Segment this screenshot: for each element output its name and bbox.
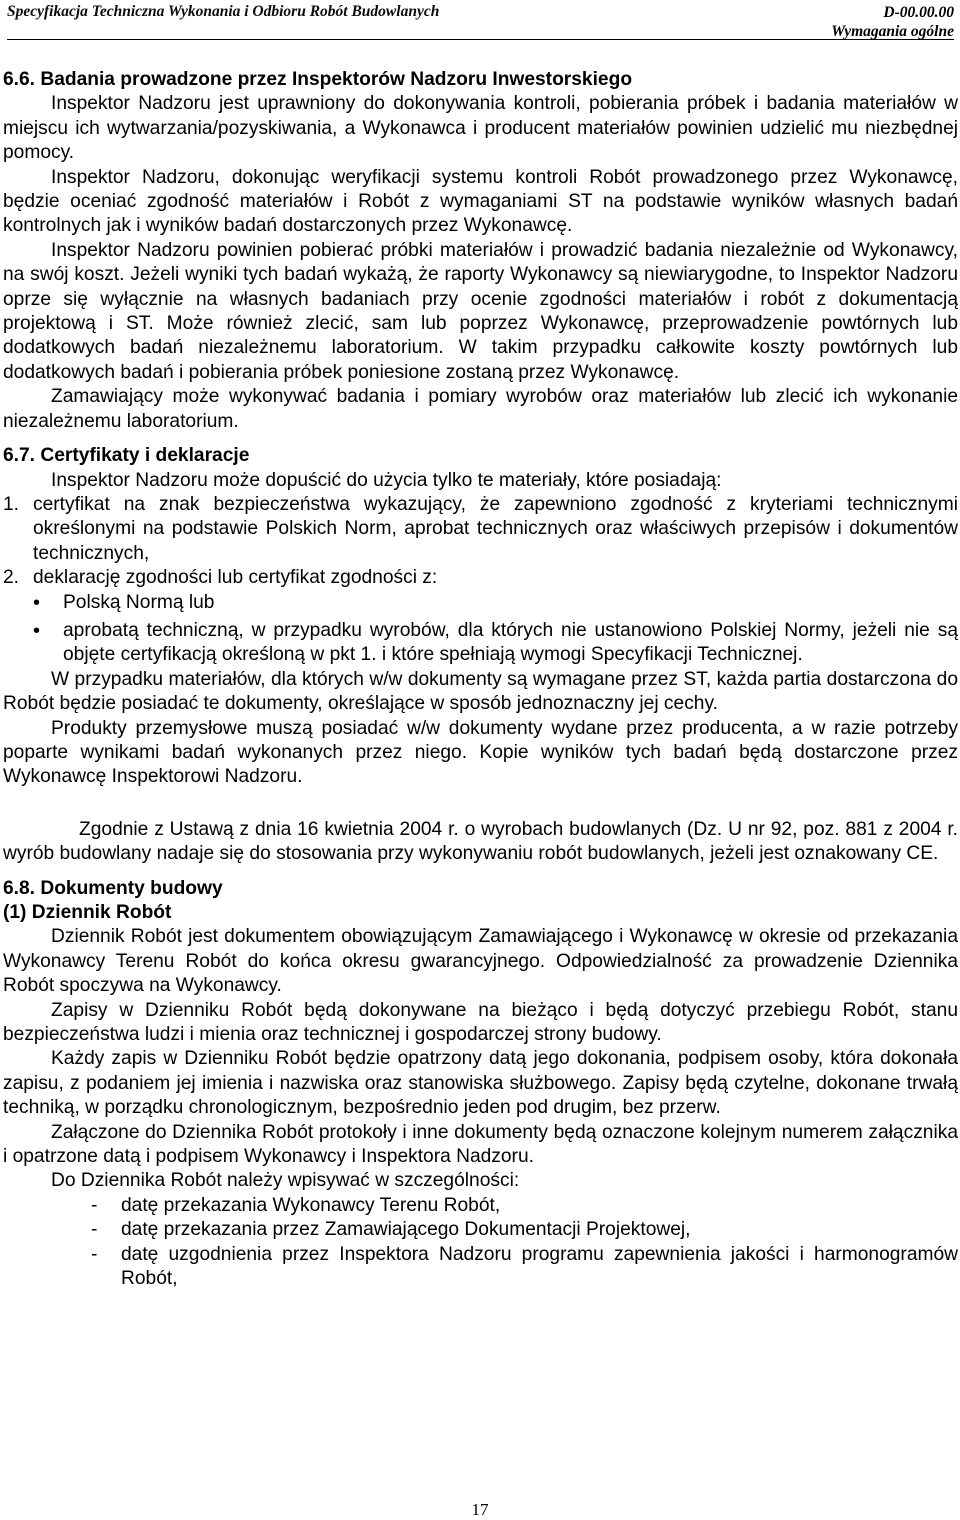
s67-intro: Inspektor Nadzoru może dopuścić do użycia tylko te materiały, które posiadają: [51,469,722,491]
s68-paragraph-2: Zapisy w Dzienniku Robót będą dokonywane na bieżąco i będą dotyczyć przebiegu Robót, stanu bezpieczeństwa ludzi i mienia oraz technicznej i gospodarczej strony budowy. [3,999,958,1046]
s66-paragraph-4: Zamawiający może wykonywać badania i pomiary wyrobów oraz materiałów lub zlecić ich wykonanie niezależnemu laboratorium. [3,386,958,432]
dash-marker: - [91,1219,98,1241]
bullet-item [33,591,958,615]
dash-text: datę uzgodnienia przez Inspektora Nadzoru programu zapewnienia jakości i harmonogramów Robót, [121,1243,958,1290]
s68-paragraph-5: Do Dziennika Robót należy wpisywać w szczególności: [51,1170,520,1192]
header-right [831,3,954,41]
section-6-7-title: 6.7. Certyfikaty i deklaracje [3,445,250,467]
dash-text: datę przekazania przez Zamawiającego Dokumentacji Projektowej, [121,1219,691,1241]
document-body [3,68,958,1292]
dash-item [91,1218,958,1242]
header-code: D-00.00.00 [883,4,954,21]
dash-text: datę przekazania Wykonawcy Terenu Robót, [121,1194,501,1216]
section-6-8-subtitle: (1) Dziennik Robót [3,902,172,923]
s68-paragraph-3: Każdy zapis w Dzienniku Robót będzie opatrzony datą jego dokonania, podpisem osoby, która dokonała zapisu, z podaniem jej imienia i nazwiska oraz stanowiska służbowego. Zapisy będą czytelne, dokonane trwałą techniką, w porządku chronologicznym, bezpośrednio jeden pod drugim, bez przerw. [3,1048,958,1119]
s67-paragraph-5: W przypadku materiałów, dla których w/w dokumenty są wymagane przez ST, każda partia dostarczona do Robót będzie posiadać te dokumenty, określające w sposób jednoznaczny jej cechy. [3,668,958,715]
bullet-text: aprobatą techniczną, w przypadku wyrobów, dla których nie ustanowiono Polskiej Normy, jeżeli nie są objęte certyfikacją określoną w pkt 1. i które spełniają wymogi Specyfikacji Technicznej. [63,619,958,666]
list-number: 2. [3,567,20,589]
s67-paragraph-7: Zgodnie z Ustawą z dnia 16 kwietnia 2004 r. o wyrobach budowlanych (Dz. U nr 92, poz. 881 z 2004 r. wyrób budowlany nadaje się do stosowania przy wykonywaniu robót budowlanych, jeżeli jest oznakowany CE. [3,818,958,865]
dash-item [91,1194,958,1218]
header-document-title: Specyfikacja Techniczna Wykonania i Odbioru Robót Budowlanych [7,3,440,20]
bullet-icon: • [33,591,41,614]
section-6-6-title: 6.6. Badania prowadzone przez Inspektorów Nadzoru Inwestorskiego [3,69,633,90]
s66-paragraph-2: Inspektor Nadzoru, dokonując weryfikacji systemu kontroli Robót prowadzonego przez Wykonawcę, będzie oceniać zgodność materiałów i Robót z wymaganiami ST na podstawie wyników własnych badań kontrolnych jak i wyników badań dostarczonych przez Wykonawcę. [3,166,958,237]
s68-paragraph-1: Dziennik Robót jest dokumentem obowiązującym Zamawiającego i Wykonawcę w okresie od przekazania Wykonawcy Terenu Robót do końca okresu gwarancyjnego. Odpowiedzialność za prowadzenie Dziennika Robót spoczywa na Wykonawcy. [3,926,958,997]
dash-marker: - [91,1194,98,1216]
list-number: 1. [3,493,20,515]
dash-item [91,1243,958,1292]
bullet-text: Polską Normą lub [63,591,215,613]
list-item [3,566,958,590]
s66-paragraph-1: Inspektor Nadzoru jest uprawniony do dokonywania kontroli, pobierania próbek i badania materiałów w miejscu ich wytwarzania/pozyskiwania, a Wykonawca i producent materiałów powinien udzielić mu niezbędnej pomocy. [3,93,958,164]
list-item-text: deklarację zgodności lub certyfikat zgodności z: [33,567,438,589]
bullet-icon: • [33,619,41,642]
dash-marker: - [91,1243,98,1265]
bullet-item [33,619,958,668]
s66-paragraph-3: Inspektor Nadzoru powinien pobierać próbki materiałów i prowadzić badania niezależnie od Wykonawcy, na swój koszt. Jeżeli wyniki tych badań wykażą, że raporty Wykonawcy są niewiarygodne, to Inspektor Nadzoru oprze się wyłącznie na własnych badaniach przy ocenie zgodności materiałów i robót z dokumentacją projektową i ST. Może również zlecić, sam lub poprzez Wykonawcę, przeprowadzenie powtórnych lub dodatkowych badań niezależnemu laboratorium. W takim przypadku całkowite koszty powtórnych lub dodatkowych badań i pobierania próbek poniesione zostaną przez Wykonawcę. [3,239,958,383]
header-subtitle: Wymagania ogólne [831,23,954,40]
section-6-8-title: 6.8. Dokumenty budowy [3,877,223,899]
page-number: 17 [471,1500,489,1519]
page-header [7,3,954,40]
list-item [3,493,958,566]
s67-paragraph-6: Produkty przemysłowe muszą posiadać w/w dokumenty wydane przez producenta, a w razie potrzeby poparte wynikami badań wykonanych przez niego. Kopie wyników tych badań będą dostarczone przez Wykonawcę Inspektorowi Nadzoru. [3,717,958,788]
list-item-text: certyfikat na znak bezpieczeństwa wykazujący, że zapewniono zgodność z kryteriami technicznymi określonymi na podstawie Polskich Norm, aprobat technicznych oraz właściwych przepisów i dokumentów technicznych, [33,493,958,564]
s68-paragraph-4: Załączone do Dziennika Robót protokoły i inne dokumenty będą oznaczone kolejnym numerem załącznika i opatrzone datą i podpisem Wykonawcy i Inspektora Nadzoru. [3,1121,958,1168]
